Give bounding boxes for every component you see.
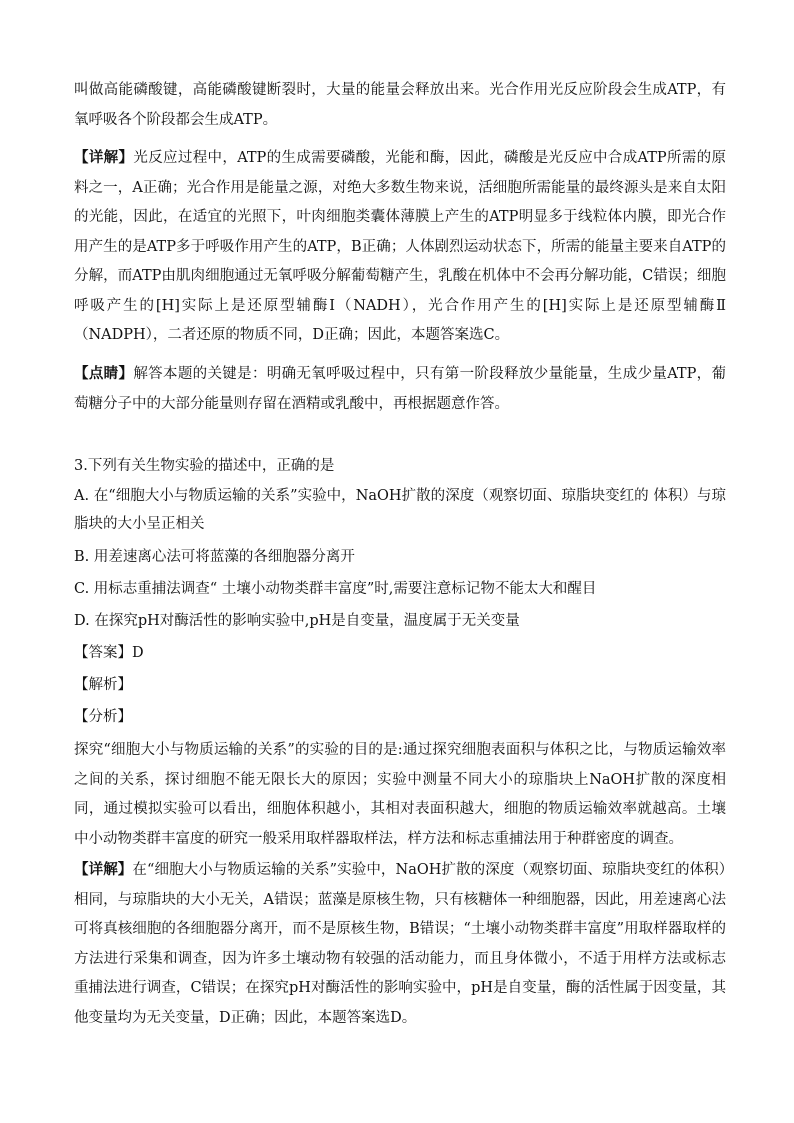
paragraph-detail-2: [74, 855, 726, 1033]
answer-line: 【答案】D: [74, 645, 144, 661]
detail-tag-2: 【详解】: [74, 861, 133, 878]
question-3-stem: 3.下列有关生物实验的描述中，正确的是: [74, 458, 335, 474]
analysis-heading: 【解析】: [74, 677, 132, 693]
paragraph-detail-1: [74, 143, 726, 351]
option-d: D. 在探究pH对酶活性的影响实验中,pH是自变量，温度属于无关变量: [74, 613, 520, 629]
key-point-text: 解答本题的关键是：明确无氧呼吸过程中，只有第一阶段释放少量能量，生成少量ATP，葡萄糖分子中的大部分能量则存留在酒精或乳酸中，再根据题意作答。: [74, 366, 726, 412]
detail-text: 光反应过程中，ATP的生成需要磷酸，光能和酶，因此，磷酸是光反应中合成ATP所需的原料之一，A正确；光合作用是能量之源，对绝大多数生物来说，活细胞所需能量的最终源头是来自太阳的光能，因此，在适宜的光照下，叶肉细胞类囊体薄膜上产生的ATP明显多于线粒体内膜，即光合作用产生的是ATP多于呼吸作用产生的ATP，B正确；人体剧烈运动状态下，所需的能量主要来自ATP的分解，而ATP由肌肉细胞通过无氧呼吸分解葡萄糖产生，乳酸在机体中不会再分解功能，C错误；细胞呼吸产生的[H]实际上是还原型辅酶Ⅰ（NADH），光合作用产生的[H]实际上是还原型辅酶Ⅱ（NADPH），二者还原的物质不同，D正确；因此，本题答案选C。: [74, 150, 727, 343]
option-c: C. 用标志重捕法调查“ 土壤小动物类群丰富度”时,需要注意标记物不能太大和醒目: [74, 581, 597, 597]
fenxi-heading: 【分析】: [74, 709, 132, 725]
detail-tag: 【详解】: [74, 149, 134, 166]
key-point-tag: 【点睛】: [74, 365, 134, 382]
option-a: A. 在“细胞大小与物质运输的关系”实验中，NaOH扩散的深度（观察切面、琼脂块变红的 体积）与琼脂块的大小呈正相关: [74, 488, 726, 532]
paragraph-key-point: [74, 359, 726, 419]
detail-text-2: 在“细胞大小与物质运输的关系”实验中，NaOH扩散的深度（观察切面、琼脂块变红的体积）相同，与琼脂块的大小无关，A错误；蓝藻是原核生物，只有核糖体一种细胞器，因此，用差速离心法可将真核细胞的各细胞器分离开，而不是原核生物，B错误；“土壤小动物类群丰富度”用取样器取样的方法进行采集和调查，因为许多土壤动物有较强的活动能力，而且身体微小，不适于用样方法或标志重捕法进行调查，C错误；在探究pH对酶活性的影响实验中，pH是自变量，酶的活性属于因变量，其他变量均为无关变量，D正确；因此，本题答案选D。: [74, 862, 727, 1026]
paragraph-atp-intro: 叫做高能磷酸键，高能磷酸键断裂时，大量的能量会释放出来。光合作用光反应阶段会生成ATP，有氧呼吸各个阶段都会生成ATP。: [74, 82, 726, 128]
paragraph-analysis: 探究“细胞大小与物质运输的关系”的实验的目的是:通过探究细胞表面积与体积之比，与物质运输效率之间的关系，探讨细胞不能无限长大的原因；实验中测量不同大小的琼脂块上NaOH扩散的深度相同，通过模拟实验可以看出，细胞体积越小，其相对表面积越大，细胞的物质运输效率就越高。土壤中小动物类群丰富度的研究一般采用取样器取样法，样方法和标志重捕法用于种群密度的调查。: [74, 742, 726, 847]
option-b: B. 用差速离心法可将蓝藻的各细胞器分离开: [74, 549, 355, 565]
